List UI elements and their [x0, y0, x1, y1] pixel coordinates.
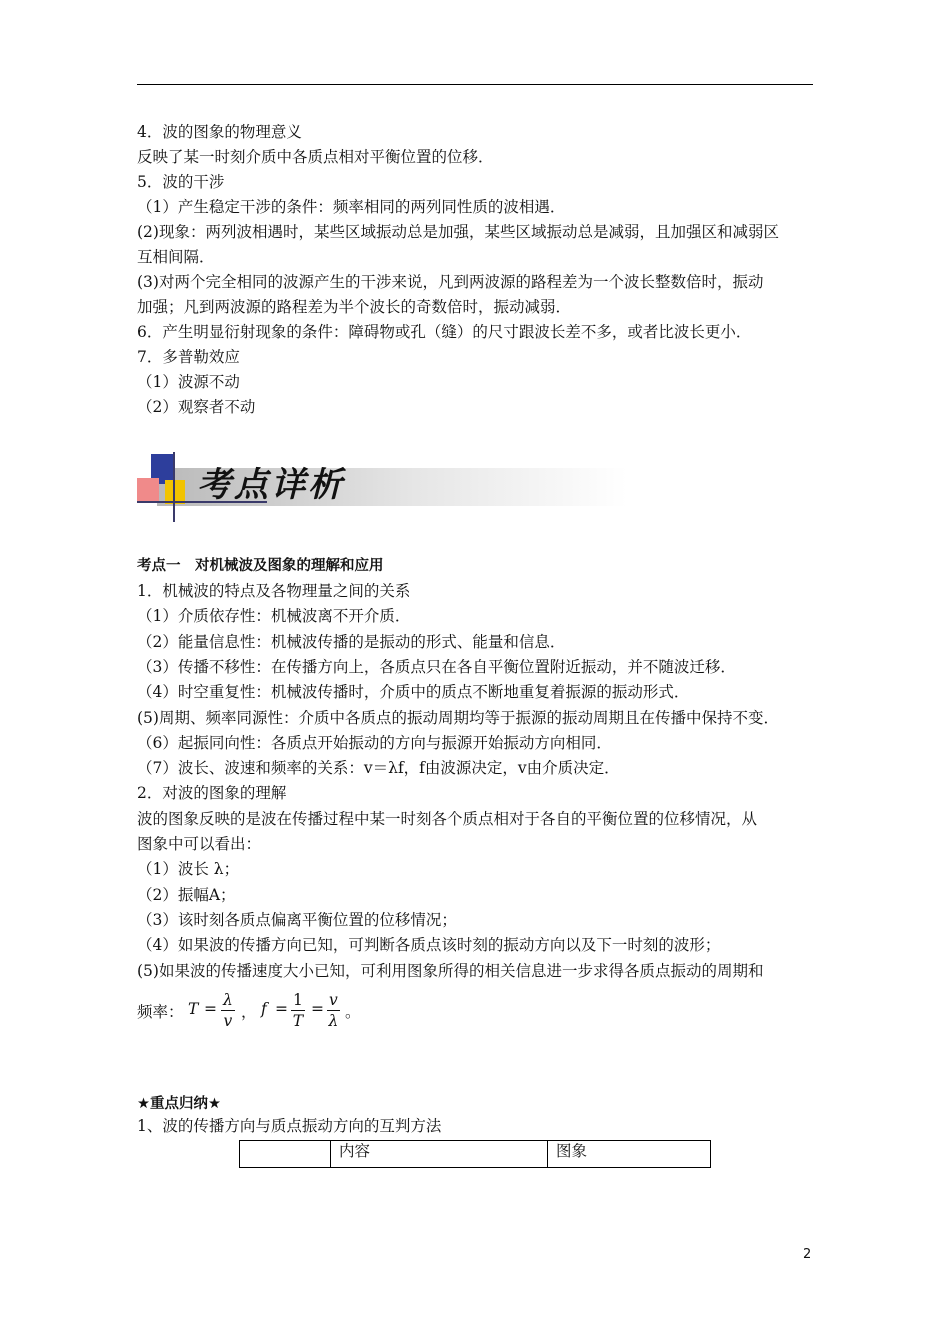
text-line: 4．波的图象的物理意义: [137, 123, 302, 141]
fraction-numerator: v: [329, 991, 338, 1009]
fraction-denominator: v: [223, 1012, 233, 1030]
fraction-v-over-lambda: [327, 990, 340, 1031]
text-line: （1）介质依存性：机械波离不开介质．: [137, 607, 411, 626]
fraction-one-over-T: [291, 990, 305, 1031]
text-line: 互相间隔．: [137, 248, 215, 266]
text-line: （4）如果波的传播方向已知，可判断各质点该时刻的振动方向以及下一时刻的波形；: [137, 936, 721, 955]
table-header-cell: [240, 1141, 331, 1168]
text-line: (5)周期、频率同源性：介质中各质点的振动周期均等于振源的振动周期且在传播中保持不变．: [137, 708, 779, 727]
table-header-row: [240, 1141, 711, 1168]
banner-title: 考点详析: [197, 465, 345, 505]
text-line: (2)现象：两列波相遇时，某些区域振动总是加强，某些区域振动总是减弱，且加强区和减弱区: [137, 223, 779, 241]
text-line: 波的图象反映的是波在传播过程中某一时刻各个质点相对于各自的平衡位置的位移情况，从: [137, 809, 758, 828]
text-line: （3）传播不移性：在传播方向上，各质点只在各自平衡位置附近振动，并不随波迁移．: [137, 657, 736, 676]
formula-comma: ，: [241, 1003, 257, 1021]
header-rule: [137, 84, 813, 85]
text-line: 6．产生明显衍射现象的条件：障碍物或孔（缝）的尺寸跟波长差不多，或者比波长更小．: [137, 323, 752, 341]
formula-label: 频率：: [137, 1003, 184, 1021]
page-number: 2: [803, 1247, 812, 1262]
formula-eq3: =: [311, 1000, 324, 1018]
table-header-cell: 图象: [548, 1141, 711, 1168]
section-banner: [137, 452, 627, 522]
key-line: 1、波的传播方向与质点振动方向的互判方法: [137, 1117, 442, 1135]
text-line: （7）波长、波速和频率的关系：v＝λf，f由波源决定，v由介质决定．: [137, 759, 620, 778]
text-line: （2）振幅A；: [137, 885, 236, 904]
text-line: (3)对两个完全相同的波源产生的干涉来说，凡到两波源的路程差为一个波长整数倍时，振动: [137, 273, 764, 291]
fraction-denominator: T: [292, 1012, 304, 1030]
key-heading: ★重点归纳★: [137, 1096, 221, 1112]
text-line: 图象中可以看出：: [137, 835, 262, 853]
text-line: （3）该时刻各质点偏离平衡位置的位移情况；: [137, 910, 457, 929]
banner-red-block: [137, 478, 159, 502]
method-table: [239, 1140, 711, 1168]
fraction-denominator: λ: [328, 1012, 339, 1030]
formula-eq2: =: [275, 1000, 288, 1018]
fraction-numerator: λ: [223, 991, 233, 1009]
text-line: （2）观察者不动: [137, 398, 256, 416]
formula-eq1: =: [204, 1000, 217, 1018]
text-line: 5．波的干涉: [137, 173, 225, 191]
formula-end: 。: [345, 1003, 361, 1021]
text-line: (5)如果波的传播速度大小已知，可利用图象所得的相关信息进一步求得各质点振动的周期和: [137, 961, 764, 980]
text-line: 2．对波的图象的理解: [137, 784, 287, 803]
text-line: 1．机械波的特点及各物理量之间的关系: [137, 582, 411, 600]
text-line: （6）起振同向性：各质点开始振动的方向与振源开始振动方向相同．: [137, 733, 612, 752]
section-heading: 考点一 对机械波及图象的理解和应用: [137, 558, 384, 574]
text-line: 7．多普勒效应: [137, 348, 240, 366]
text-line: 反映了某一时刻介质中各质点相对平衡位置的位移．: [137, 148, 494, 166]
text-line: （2）能量信息性：机械波传播的是振动的形式、能量和信息．: [137, 632, 566, 651]
table-header-cell: 内容: [331, 1141, 548, 1168]
fraction-numerator: 1: [293, 991, 303, 1009]
fraction-lambda-over-v: [221, 990, 235, 1031]
text-line: 加强；凡到两波源的路程差为半个波长的奇数倍时，振动减弱．: [137, 298, 572, 316]
text-line: （1）波长 λ；: [137, 860, 240, 879]
formula-f: f: [261, 1000, 267, 1018]
text-line: （1）波源不动: [137, 373, 240, 391]
formula-T: T: [188, 1000, 199, 1018]
text-line: （1）产生稳定干涉的条件：频率相同的两列同性质的波相遇．: [137, 198, 566, 216]
banner-vertical-line: [173, 452, 175, 522]
text-line: （4）时空重复性：机械波传播时，介质中的质点不断地重复着振源的振动形式．: [137, 683, 690, 702]
